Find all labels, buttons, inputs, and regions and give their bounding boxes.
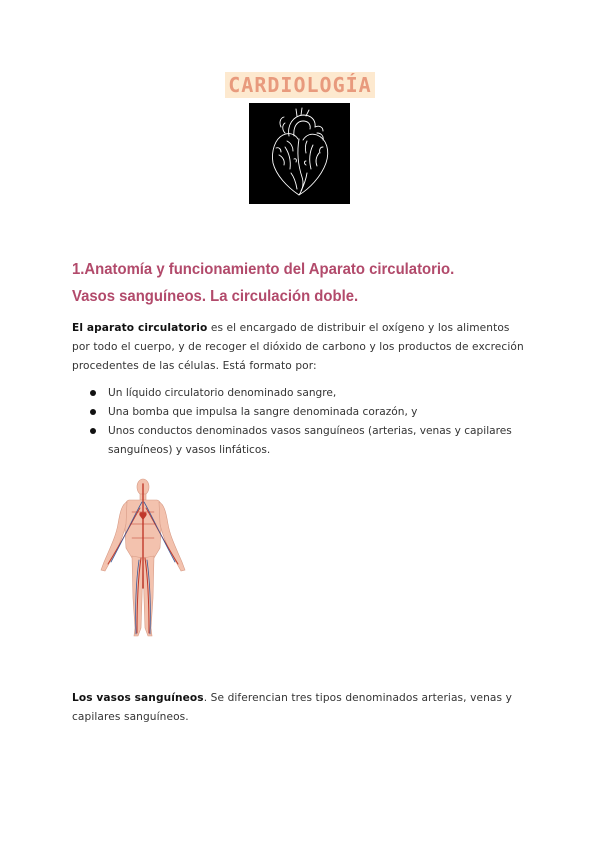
page-title: CARDIOLOGÍA — [225, 72, 374, 98]
section-heading: 1.Anatomía y funcionamiento del Aparato circulatorio. Vasos sanguíneos. La circulación doble. — [72, 261, 455, 305]
component-list — [90, 384, 520, 460]
vessels-text: . Se diferencian tres tipos denominados arterias, venas y capilares sanguíneos. — [72, 692, 512, 723]
title-container — [0, 72, 600, 98]
vessels-paragraph — [72, 689, 528, 727]
list-item: Un líquido circulatorio denominado sangre, — [90, 384, 520, 403]
intro-text: es el encargado de distribuir el oxígeno y los alimentos por todo el cuerpo, y de recoger el dióxido de carbono y los productos de excreción procedentes de las células. Está formato por: — [72, 322, 524, 372]
vessels-term: Los vasos sanguíneos — [72, 692, 204, 704]
circulatory-system-illustration-icon — [96, 478, 191, 643]
intro-term: El aparato circulatorio — [72, 322, 208, 334]
list-item: Unos conductos denominados vasos sanguíneos (arterias, venas y capilares sanguíneos) y vasos linfáticos. — [90, 422, 520, 460]
list-item: Una bomba que impulsa la sangre denominada corazón, y — [90, 403, 520, 422]
heart-illustration-icon — [249, 103, 350, 204]
intro-paragraph — [72, 319, 528, 376]
